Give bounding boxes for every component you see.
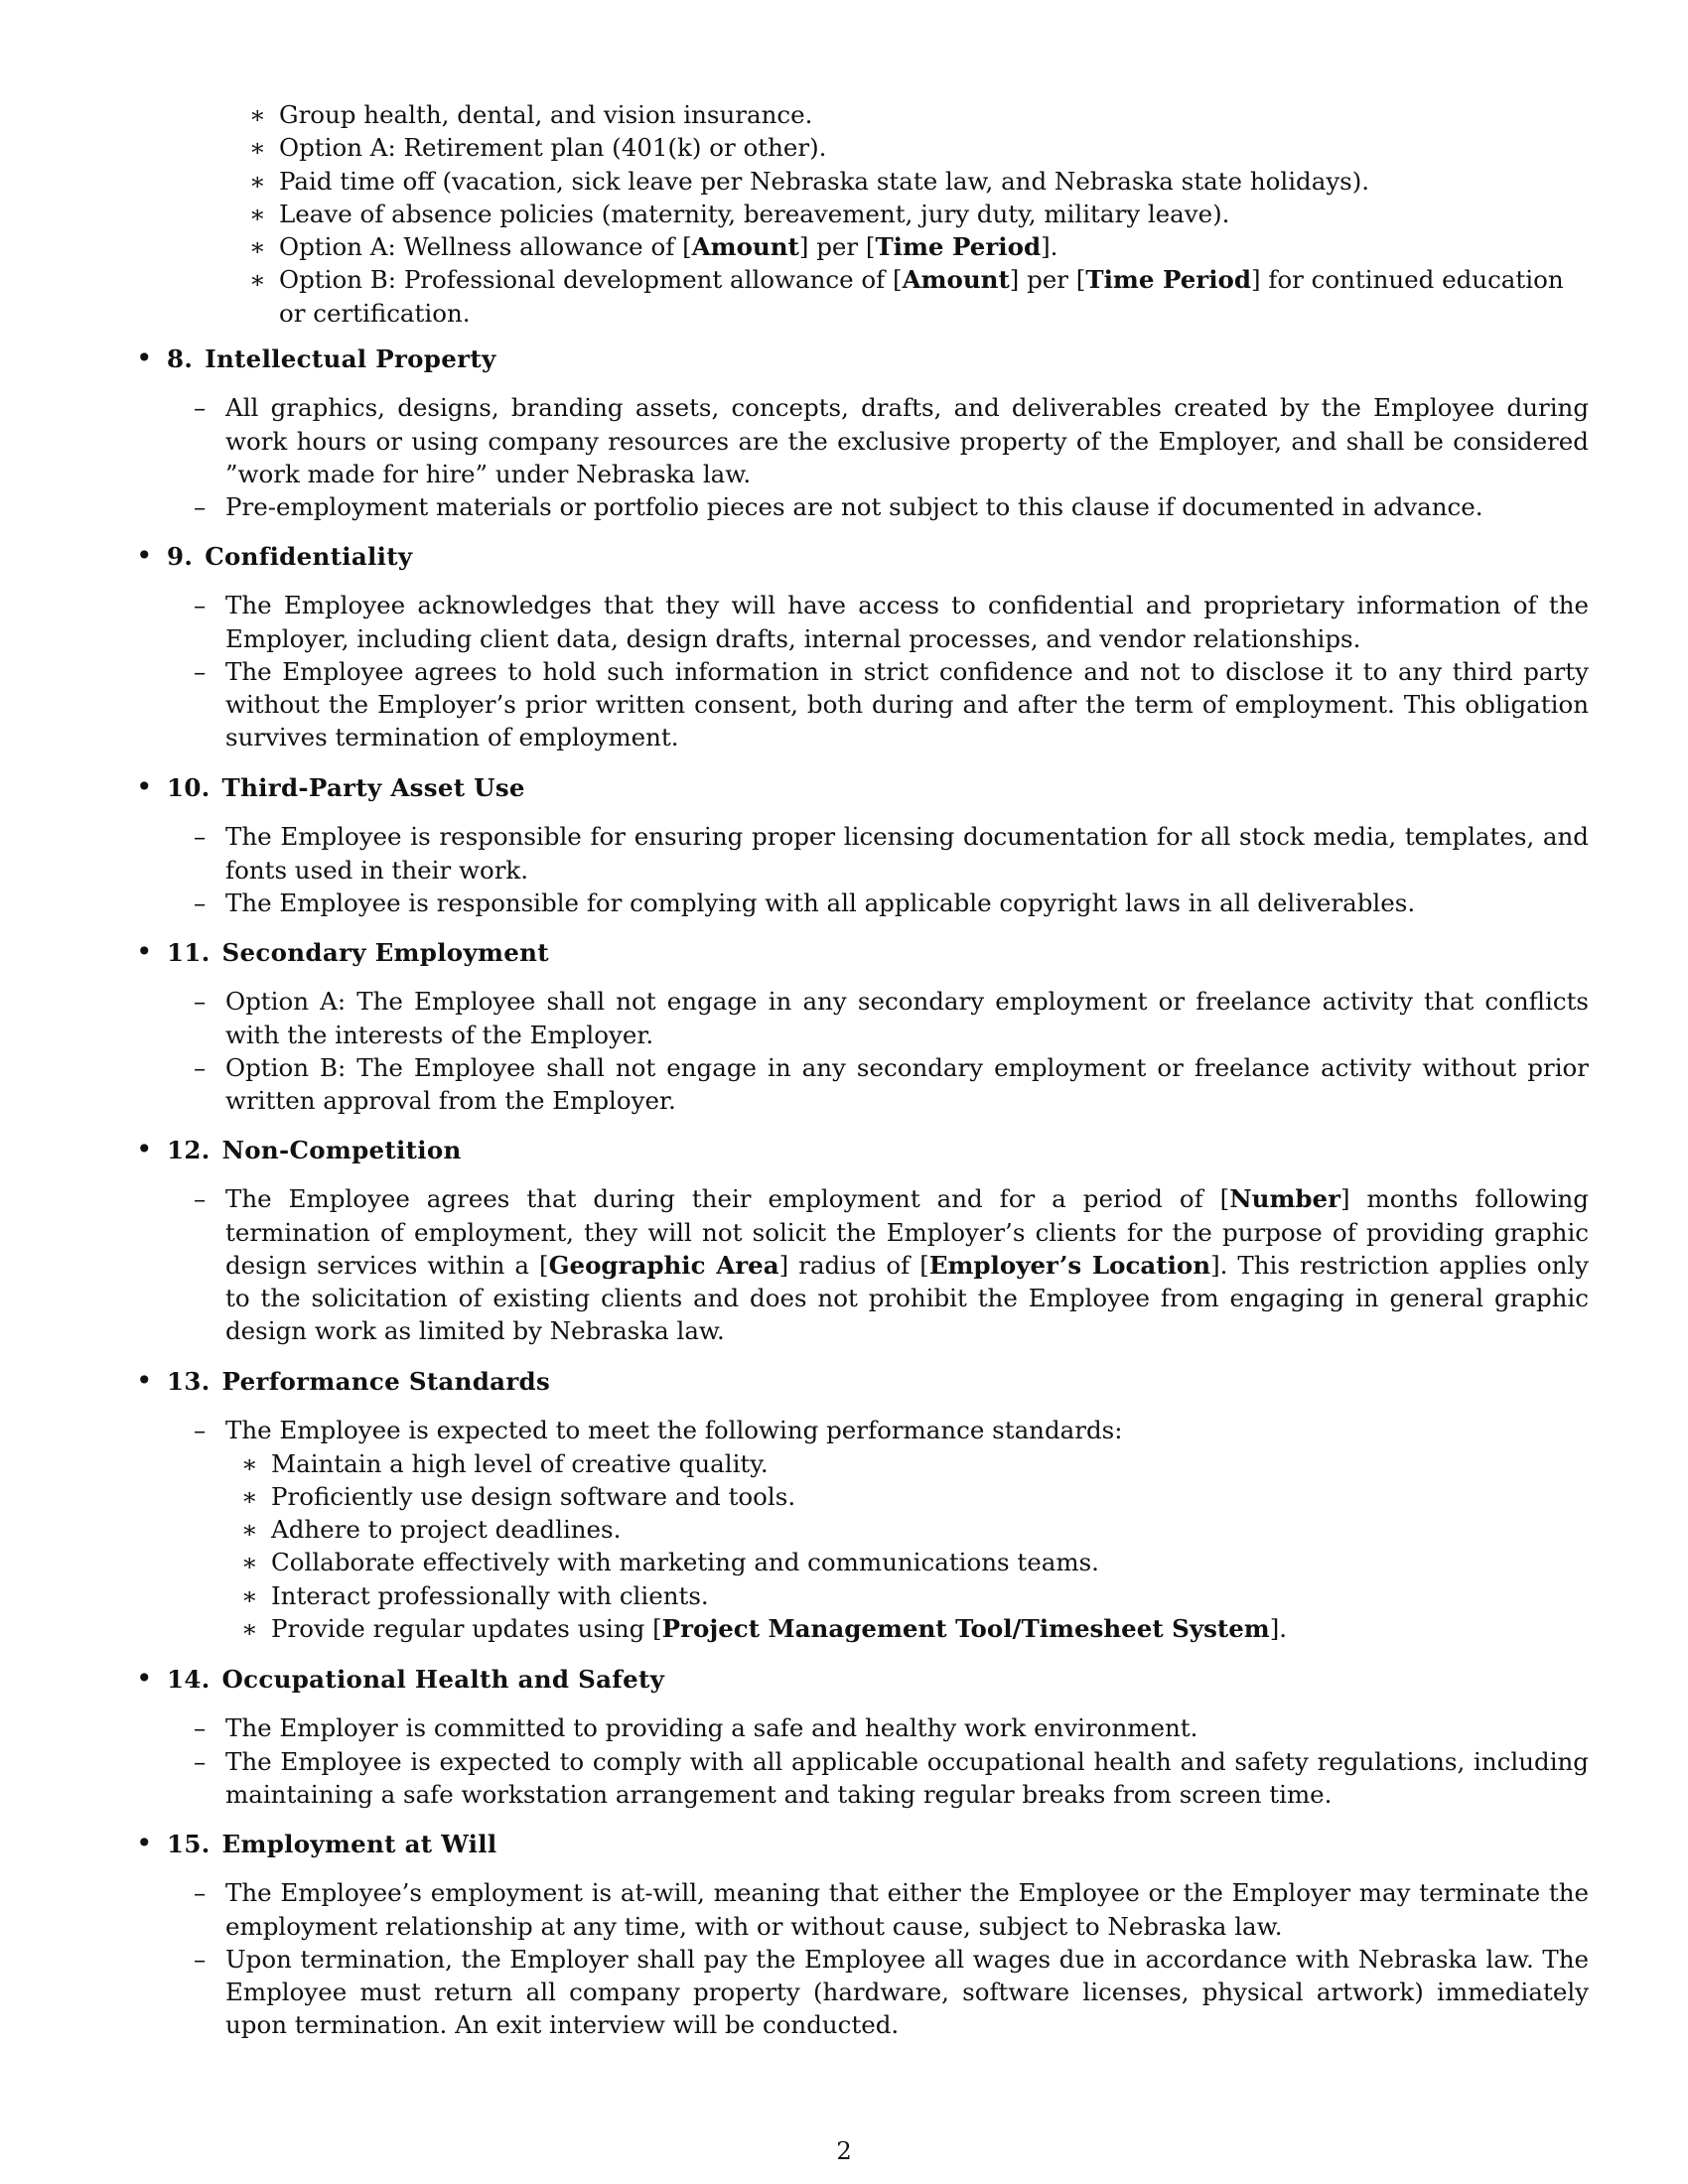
dash-bullet: – [194, 987, 207, 1017]
section-secondary-employment [134, 936, 1589, 1117]
asterisk-bullet: ∗ [241, 1548, 258, 1577]
list-item: ∗ Option A: Wellness allowance of [Amount] per [Time Period]. [249, 230, 1589, 263]
dash-bullet: – [194, 1878, 207, 1908]
list-item: ∗ Proficiently use design software and tools. [241, 1480, 1589, 1513]
list-item: ∗ Option A: Retirement plan (401(k) or other). [249, 131, 1589, 164]
section-confidentiality [134, 540, 1589, 754]
asterisk-bullet: ∗ [241, 1515, 258, 1545]
list-item: – The Employee agrees to hold such information in strict confidence and not to disclose it to any third party without the Employer’s prior written consent, both during and after the term of employment. This obligation survives termination of employment. [194, 656, 1589, 752]
bullet: • [136, 1133, 153, 1165]
list-item: ∗ Paid time off (vacation, sick leave per Nebraska state law, and Nebraska state holidays). [249, 165, 1589, 198]
bullet: • [136, 539, 153, 572]
dash-bullet: – [194, 656, 207, 686]
bullet: • [136, 1827, 153, 1859]
section-non-competition [134, 1134, 1589, 1348]
list-item: – The Employer is committed to providing a safe and healthy work environment. [194, 1711, 1589, 1744]
section-heading: • 10. Third-Party Asset Use [136, 770, 525, 803]
list-item: – The Employee’s employment is at-will, meaning that either the Employee or the Employer may terminate the employment relationship at any time, with or without cause, subject to Nebraska law. [194, 1878, 1589, 1941]
bullet: • [136, 935, 153, 968]
benefits-continuation-list [249, 98, 1589, 330]
list-item: – Pre-employment materials or portfolio pieces are not subject to this clause if documented in advance. [194, 490, 1589, 523]
dash-bullet: – [194, 1713, 207, 1743]
asterisk-bullet: ∗ [249, 133, 266, 163]
bullet: • [136, 1364, 153, 1397]
list-item: – The Employee is expected to meet the following performance standards: [194, 1414, 1589, 1446]
dash-bullet: – [194, 1944, 207, 1974]
section-intellectual-property [134, 342, 1589, 523]
dash-bullet: – [194, 1416, 207, 1445]
list-item: – The Employee is responsible for complying with all applicable copyright laws in all deliverables. [194, 887, 1589, 919]
dash-bullet: – [194, 822, 207, 852]
asterisk-bullet: ∗ [249, 232, 266, 262]
dash-bullet: – [194, 1052, 207, 1082]
dash-bullet: – [194, 492, 207, 522]
asterisk-bullet: ∗ [249, 199, 266, 228]
dash-bullet: – [194, 887, 207, 917]
bullet: • [136, 1662, 153, 1695]
list-item: – The Employee acknowledges that they will have access to confidential and proprietary information of the Employer, including client data, design drafts, internal processes, and vendor relationships. [194, 591, 1589, 653]
list-item: – Option B: The Employee shall not engage in any secondary employment or freelance activity without prior written approval from the Employer. [194, 1052, 1589, 1116]
dash-bullet: – [194, 393, 207, 423]
asterisk-bullet: ∗ [249, 265, 266, 295]
section-heading: • 8. Intellectual Property [136, 341, 496, 374]
section-heading: • 9. Confidentiality [136, 539, 413, 572]
dash-bullet: – [194, 1746, 207, 1776]
page-number: 2 [836, 2136, 852, 2165]
bullet: • [136, 770, 153, 803]
asterisk-bullet: ∗ [249, 166, 266, 196]
asterisk-bullet: ∗ [241, 1614, 258, 1644]
list-item: ∗ Adhere to project deadlines. [241, 1513, 1589, 1546]
section-employment-at-will [134, 1828, 1589, 2042]
asterisk-bullet: ∗ [241, 1481, 258, 1511]
section-heading: • 12. Non-Competition [136, 1133, 462, 1165]
list-item: ∗ Collaborate effectively with marketing and communications teams. [241, 1546, 1589, 1578]
list-item: – The Employee is responsible for ensuring proper licensing documentation for all stock media, templates, and fonts used in their work. [194, 822, 1589, 885]
list-item: ∗ Maintain a high level of creative quality. [241, 1447, 1589, 1480]
section-heading: • 11. Secondary Employment [136, 935, 549, 968]
dash-bullet: – [194, 1184, 207, 1214]
list-item: – The Employee agrees that during their employment and for a period of [Number] months following termination of employment, they will not solicit the Employer’s clients for the purpose of providing graphic design services within a [Geographic Area] radius of [Employer’s Location]. This restriction applies only to the solicitation of existing clients and does not prohibit the Employee from engaging in general graphic design work as limited by Nebraska law. [194, 1184, 1590, 1346]
section-third-party-asset-use [134, 771, 1589, 919]
list-item: ∗ Leave of absence policies (maternity, bereavement, jury duty, military leave). [249, 198, 1589, 230]
section-heading: • 15. Employment at Will [136, 1827, 497, 1859]
list-item: ∗ Provide regular updates using [Project Management Tool/Timesheet System]. [241, 1612, 1589, 1645]
list-item: – Option A: The Employee shall not engage in any secondary employment or freelance activity that conflicts with the interests of the Employer. [194, 987, 1589, 1049]
list-item: ∗ Option B: Professional development allowance of [Amount] per [Time Period] for continued education or certification. [249, 265, 1564, 328]
section-performance-standards [134, 1365, 1589, 1645]
dash-bullet: – [194, 591, 207, 620]
list-item: – The Employee is expected to comply with all applicable occupational health and safety regulations, including maintaining a safe workstation arrangement and taking regular breaks from screen time. [194, 1746, 1589, 1809]
section-heading: • 13. Performance Standards [136, 1364, 551, 1397]
asterisk-bullet: ∗ [241, 1448, 258, 1478]
asterisk-bullet: ∗ [241, 1580, 258, 1610]
section-heading: • 14. Occupational Health and Safety [136, 1662, 665, 1695]
bullet: • [136, 341, 153, 374]
asterisk-bullet: ∗ [249, 100, 266, 129]
section-occupational-health-safety [134, 1663, 1589, 1811]
list-item: – All graphics, designs, branding assets, concepts, drafts, and deliverables created by the Employee during work hours or using company resources are the exclusive property of the Employer, and shall be considered ”work made for hire” under Nebraska law. [194, 393, 1589, 488]
list-item: ∗ Group health, dental, and vision insurance. [249, 98, 1589, 131]
list-item: ∗ Interact professionally with clients. [241, 1579, 1589, 1612]
list-item: – Upon termination, the Employer shall pay the Employee all wages due in accordance with Nebraska law. The Employee must return all company property (hardware, software licenses, physical artwork) immediately upon termination. An exit interview will be conducted. [194, 1944, 1589, 2040]
